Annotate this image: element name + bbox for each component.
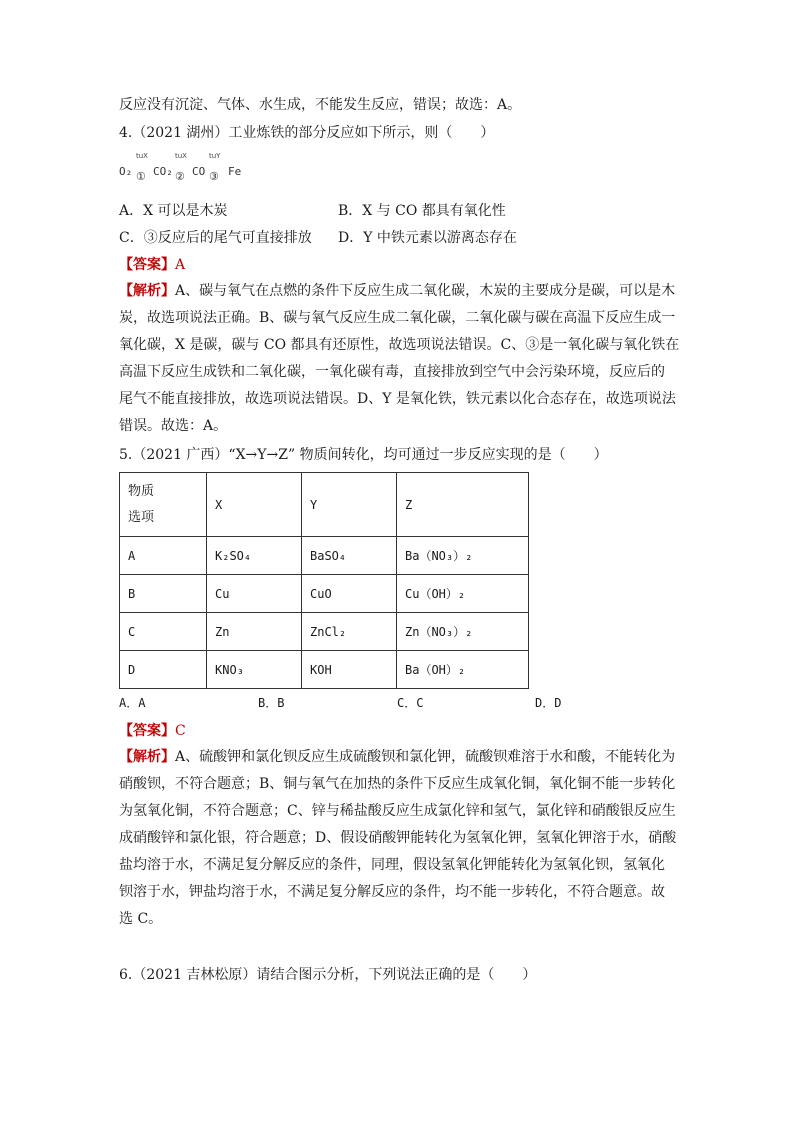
q5-analysis-line: 成硝酸锌和氯化银，符合题意；D、假设硝酸钾能转化为氢氧化钾，氢氧化钾溶于水，硝酸: [119, 830, 677, 846]
cell-x: K₂SO₄: [207, 537, 302, 575]
cell-y: KOH: [302, 651, 397, 689]
q4-analysis-line: [119, 282, 675, 300]
q5-stem: 5.（2021 广西）“X→Y→Z” 物质间转化，均可通过一步反应实现的是（ ）: [119, 447, 608, 463]
q4-option-d: D．Y 中铁元素以游离态存在: [338, 230, 517, 246]
q5-answer: [119, 722, 186, 740]
q5-option-d: D．D: [535, 696, 562, 710]
q5-analysis-line: 为氢氧化铜，不符合题意；C、锌与稀盐酸反应生成氯化锌和氢气，氯化锌和硝酸银反应生: [119, 803, 676, 819]
q5-analysis-line: 盐均溶于水，不满足复分解反应的条件，同理，假设氢氧化钾能转化为氢氧化钡，氢氧化: [119, 857, 665, 873]
cell-option: C: [120, 613, 207, 651]
q4-eq-co2: CO₂: [153, 165, 173, 178]
cell-y: CuO: [302, 575, 397, 613]
q5-answer-value: C: [175, 723, 186, 739]
q5-answer-label: 【答案】: [119, 723, 175, 739]
q4-option-b: B．X 与 CO 都具有氧化性: [338, 203, 506, 219]
q4-eq-over2: tuX: [175, 152, 187, 160]
q5-analysis-line: [119, 748, 675, 766]
header-line-2: 选项: [128, 509, 155, 525]
q5-option-b: B．B: [258, 696, 285, 710]
q4-eq-over3: tuY: [209, 152, 221, 160]
table-row: [120, 575, 529, 613]
q4-answer-label: 【答案】: [119, 257, 175, 273]
cell-option: A: [120, 537, 207, 575]
q5-analysis-line: 钡溶于水，钾盐均溶于水，不满足复分解反应的条件，均不能一步转化，不符合题意。故: [119, 884, 665, 900]
cell-z: Ba（OH）₂: [397, 651, 529, 689]
q4-eq-step3: ③: [209, 170, 219, 183]
q4-option-c: C．③反应后的尾气可直接排放: [119, 230, 312, 246]
cell-x: KNO₃: [207, 651, 302, 689]
q5-analysis-line: 选 C。: [119, 911, 163, 927]
q4-answer: [119, 256, 185, 274]
q4-eq-co: CO: [192, 165, 206, 178]
q4-stem: 4.（2021 湖州）工业炼铁的部分反应如下所示，则（ ）: [119, 125, 495, 141]
q4-analysis-text: A、碳与氧气在点燃的条件下反应生成二氧化碳，木炭的主要成分是碳，可以是木: [175, 283, 676, 299]
cell-option: D: [120, 651, 207, 689]
q4-answer-value: A: [175, 257, 186, 273]
cell-y: BaSO₄: [302, 537, 397, 575]
q4-analysis-line: 尾气不能直接排放，故选项说法错误。D、Y 是氧化铁，铁元素以化合态存在，故选项说法: [119, 391, 676, 407]
q5-analysis-text: A、硫酸钾和氯化钡反应生成硫酸钡和氯化钾，硫酸钡难溶于水和酸，不能转化为: [175, 749, 676, 765]
q5-table: [119, 472, 529, 689]
q4-analysis-line: 高温下反应生成铁和二氧化碳，一氧化碳有毒，直接排放到空气中会污染环境，反应后的: [119, 364, 665, 380]
q4-eq-over1: tuX: [136, 152, 148, 160]
header-z: Z: [397, 473, 529, 537]
table-row: [120, 613, 529, 651]
q4-eq-step2: ②: [175, 170, 185, 183]
intro-text: 反应没有沉淀、气体、水生成，不能发生反应，错误；故选：A。: [119, 97, 522, 113]
cell-x: Zn: [207, 613, 302, 651]
cell-z: Cu（OH）₂: [397, 575, 529, 613]
header-cell: [120, 473, 207, 537]
q5-analysis-line: 硝酸钡，不符合题意；B、铜与氧气在加热的条件下反应生成氧化铜，氧化铜不能一步转化: [119, 776, 676, 792]
header-y: Y: [302, 473, 397, 537]
q4-option-a: A．X 可以是木炭: [119, 203, 228, 219]
q4-eq-fe: Fe: [228, 165, 242, 178]
header-x: X: [207, 473, 302, 537]
header-line-1: 物质: [128, 483, 155, 499]
q5-option-a: A．A: [119, 696, 146, 710]
intro-line: [119, 96, 521, 114]
q4-eq-o2: O₂: [119, 165, 133, 178]
q5-analysis-label: 【解析】: [119, 749, 175, 765]
table-row: [120, 537, 529, 575]
table-header-row: [120, 473, 529, 537]
cell-option: B: [120, 575, 207, 613]
q4-eq-step1: ①: [136, 170, 146, 183]
table-row: [120, 651, 529, 689]
q6-stem: 6.（2021 吉林松原）请结合图示分析，下列说法正确的是（ ）: [119, 967, 537, 983]
q4-analysis-line: 氧化碳，X 是碳，碳与 CO 都具有还原性，故选项说法错误。C、③是一氧化碳与氧化铁在: [119, 337, 680, 353]
cell-y: ZnCl₂: [302, 613, 397, 651]
q5-option-c: C．C: [397, 696, 424, 710]
cell-x: Cu: [207, 575, 302, 613]
cell-z: Zn（NO₃）₂: [397, 613, 529, 651]
q4-analysis-line: 炭，故选项说法正确。B、碳与氧气反应生成二氧化碳，二氧化碳与碳在高温下反应生成一: [119, 310, 676, 326]
q4-analysis-label: 【解析】: [119, 283, 175, 299]
cell-z: Ba（NO₃）₂: [397, 537, 529, 575]
q4-analysis-line: 错误。故选：A。: [119, 418, 228, 434]
